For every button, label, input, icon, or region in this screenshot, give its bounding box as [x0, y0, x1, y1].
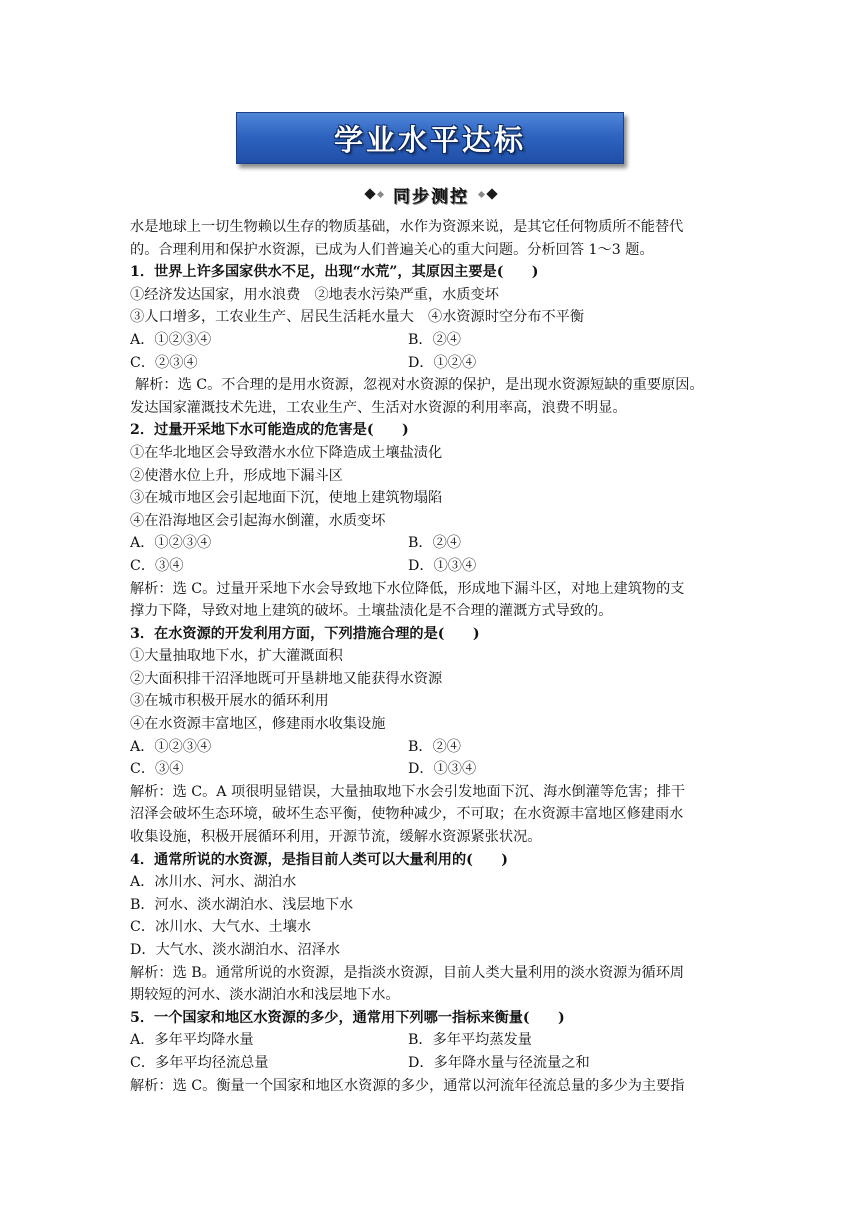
option-a: A．①②③④	[130, 738, 212, 755]
question-item: ④在沿海地区会引起海水倒灌，水质变坏	[130, 512, 386, 529]
option-b: B．②④	[408, 738, 461, 755]
options-row	[130, 736, 742, 759]
analysis-line: 撑力下降，导致对地上建筑的破坏。土壤盐渍化是不合理的灌溉方式导致的。	[130, 603, 613, 620]
document-body	[130, 216, 742, 1097]
option-b: B．②④	[408, 331, 461, 348]
option-c: C．③④	[130, 557, 184, 574]
question-item: ③在城市积极开展水的循环利用	[130, 693, 329, 710]
section-banner	[236, 112, 624, 164]
option-d: D．多年降水量与径流量之和	[408, 1054, 590, 1071]
options-row	[130, 1029, 742, 1052]
diamond-icon	[364, 188, 375, 199]
options-row	[130, 352, 742, 375]
option-a: A．多年平均降水量	[130, 1032, 254, 1049]
option-a: A．①②③④	[130, 331, 212, 348]
option-b: B．②④	[408, 535, 461, 552]
intro-line: 水是地球上一切生物赖以生存的物质基础，水作为资源来说，是其它任何物质所不能替代	[130, 219, 684, 235]
analysis-line: 收集设施，积极开展循环利用，开源节流，缓解水资源紧张状况。	[130, 829, 542, 846]
question-item: ①大量抽取地下水，扩大灌溉面积	[130, 648, 343, 665]
question-item: ②大面积排干沼泽地既可开垦耕地又能获得水资源	[130, 670, 443, 687]
analysis-line: 解析：选 C。过量开采地下水会导致地下水位降低，形成地下漏斗区，对地上建筑物的支	[130, 580, 685, 597]
diamond-icon	[478, 190, 485, 197]
analysis-line: 解析：选 C。不合理的是用水资源，忽视对水资源的保护，是出现水资源短缺的重要原因。	[135, 377, 704, 394]
options-row	[130, 532, 742, 555]
section-subtitle	[336, 180, 526, 208]
question-item: ④在水资源丰富地区，修建雨水收集设施	[130, 716, 386, 733]
option-d: D．①②④	[408, 354, 477, 371]
question-item: ②使潜水位上升，形成地下漏斗区	[130, 467, 343, 484]
option-b: B．多年平均蒸发量	[408, 1032, 532, 1049]
analysis-line: 解析：选 C。衡量一个国家和地区水资源的多少，通常以河流年径流总量的多少为主要指	[130, 1077, 685, 1094]
question-item: ①经济发达国家，用水浪费 ②地表水污染严重，水质变坏	[130, 286, 499, 303]
subtitle-text: 同步测控	[393, 186, 469, 207]
options-row	[130, 758, 742, 781]
question-stem: 2．过量开采地下水可能造成的危害是( )	[130, 422, 409, 439]
option-c: C．②③④	[130, 354, 198, 371]
question-item: ③人口增多，工农业生产、居民生活耗水量大 ④水资源时空分布不平衡	[130, 309, 585, 326]
banner-title: 学业水平达标	[333, 122, 526, 157]
question-stem: 4．通常所说的水资源，是指目前人类可以大量利用的( )	[130, 851, 508, 868]
option-c: C．③④	[130, 761, 184, 778]
analysis-line: 期较短的河水、淡水湖泊水和浅层地下水。	[130, 987, 400, 1004]
diamond-icon	[377, 190, 384, 197]
diamond-icon	[486, 188, 497, 199]
options-row	[130, 555, 742, 578]
question-stem: 5．一个国家和地区水资源的多少，通常用下列哪一指标来衡量( )	[130, 1009, 565, 1026]
options-row	[130, 1052, 742, 1075]
option-d: D．①③④	[408, 557, 477, 574]
analysis-line: 沼泽会破坏生态环境，破坏生态平衡，使物种减少，不可取；在水资源丰富地区修建雨水	[130, 806, 684, 823]
question-stem: 3．在水资源的开发利用方面，下列措施合理的是( )	[130, 625, 480, 642]
option-d: D．大气水、淡水湖泊水、沼泽水	[130, 942, 341, 958]
question-stem: 1．世界上许多国家供水不足，出现“水荒”，其原因主要是( )	[130, 264, 539, 281]
question-item: ③在城市地区会引起地面下沉，使地上建筑物塌陷	[130, 490, 443, 507]
question-item: ①在华北地区会导致潜水水位下降造成土壤盐渍化	[130, 444, 443, 461]
analysis-line: 发达国家灌溉技术先进，工农业生产、生活对水资源的利用率高，浪费不明显。	[130, 399, 627, 416]
analysis-line: 解析：选 C。A 项很明显错误，大量抽取地下水会引发地面下沉、海水倒灌等危害；排干	[130, 783, 686, 800]
option-a: A．①②③④	[130, 535, 212, 552]
analysis-line: 解析：选 B。通常所说的水资源，是指淡水资源，目前人类大量利用的淡水资源为循环周	[130, 964, 685, 981]
option-a: A．冰川水、河水、湖泊水	[130, 874, 297, 891]
intro-line: 的。合理利用和保护水资源，已成为人们普遍关心的重大问题。分析回答 1～3 题。	[130, 241, 654, 258]
option-c: C．多年平均径流总量	[130, 1054, 269, 1071]
option-c: C．冰川水、大气水、土壤水	[130, 919, 312, 936]
option-b: B．河水、淡水湖泊水、浅层地下水	[130, 896, 354, 913]
options-row	[130, 329, 742, 352]
option-d: D．①③④	[408, 761, 477, 778]
